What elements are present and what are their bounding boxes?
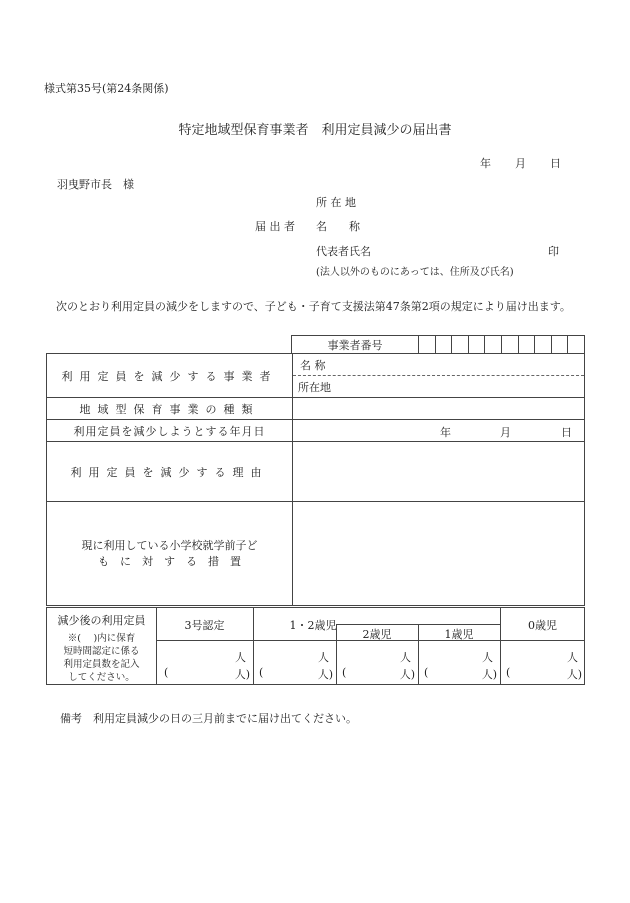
capacity-note-line4: してください。 <box>68 672 135 683</box>
reduction-date-day: 日 <box>561 426 572 439</box>
capacity-paren-open: ( <box>342 666 347 679</box>
capacity-paren-close: 人) <box>317 668 333 681</box>
capacity-paren-close: 人) <box>481 668 497 681</box>
body-text: 次のとおり利用定員の減少をしますので、子ども・子育て支援法第47条第2項の規定により届け出ます。 <box>56 300 571 313</box>
capacity-paren-open: ( <box>259 666 264 679</box>
page-title: 特定地域型保育事業者 利用定員減少の届出書 <box>178 123 452 138</box>
applicant-note: (法人以外のものにあっては、住所及び氏名) <box>316 267 514 278</box>
reduction-date-cell[interactable] <box>293 420 585 442</box>
seal-mark: 印 <box>548 245 559 258</box>
type-value-cell[interactable] <box>293 398 585 420</box>
business-number-digit[interactable] <box>485 336 502 354</box>
col-header-1: 1歳児 <box>444 628 474 641</box>
measures-label-line1: 現に利用している小学校就学前子ど <box>81 538 258 552</box>
capacity-paren-open: ( <box>506 666 511 679</box>
reduction-date-year: 年 <box>440 426 451 439</box>
reason-value-cell[interactable] <box>293 442 585 502</box>
applicant-address-label: 所 在 地 <box>316 196 356 209</box>
business-number-digit[interactable] <box>419 336 436 354</box>
capacity-unit: 人 <box>567 651 578 664</box>
date-label: 利用定員を減少しようとする年月日 <box>47 420 293 442</box>
type-label: 地域型保育事業の種類 <box>47 398 293 420</box>
applicant-label: 届 出 者 <box>255 220 295 233</box>
measures-label-cell <box>47 502 293 606</box>
capacity-cell-2[interactable] <box>337 641 418 685</box>
col-header-2: 2歳児 <box>362 628 392 641</box>
form-number: 様式第35号(第24条関係) <box>44 82 169 95</box>
business-number-digit[interactable] <box>501 336 518 354</box>
capacity-cell-3go[interactable] <box>156 641 253 685</box>
applicant-name-label: 名 称 <box>316 220 360 233</box>
capacity-paren-open: ( <box>164 666 169 679</box>
main-table <box>46 353 585 606</box>
addressee: 羽曳野市長 様 <box>57 178 134 191</box>
capacity-unit: 人 <box>400 651 411 664</box>
business-address-label: 所在地 <box>298 380 331 394</box>
business-number-digit[interactable] <box>518 336 535 354</box>
capacity-cell-1-2[interactable] <box>254 641 336 685</box>
date-year-label: 年 <box>480 157 491 170</box>
capacity-block <box>46 607 585 685</box>
business-number-digit[interactable] <box>435 336 452 354</box>
measures-value-cell[interactable] <box>293 502 585 606</box>
applicant-rep-label: 代表者氏名 <box>316 245 371 258</box>
capacity-paren-close: 人) <box>234 668 250 681</box>
capacity-paren-close: 人) <box>399 668 415 681</box>
capacity-cell-0[interactable] <box>501 641 585 685</box>
business-number-digit[interactable] <box>568 336 585 354</box>
business-number-digit[interactable] <box>452 336 469 354</box>
reduction-date-month: 月 <box>500 426 511 439</box>
capacity-paren-close: 人) <box>566 668 582 681</box>
business-name-cell[interactable] <box>293 354 585 376</box>
capacity-unit: 人 <box>235 651 246 664</box>
business-number-table <box>291 335 585 354</box>
business-address-cell[interactable] <box>293 376 585 398</box>
capacity-unit: 人 <box>318 651 329 664</box>
remarks: 備考 利用定員減少の日の三月前までに届け出てください。 <box>60 712 357 725</box>
business-number-digit[interactable] <box>551 336 568 354</box>
business-number-digit[interactable] <box>535 336 552 354</box>
col-header-0: 0歳児 <box>528 619 557 632</box>
col-header-1-2: 1・2歳児 <box>289 619 337 632</box>
business-number-digit[interactable] <box>468 336 485 354</box>
capacity-note-line2: 短時間認定に係る <box>63 646 140 657</box>
date-day-label: 日 <box>550 157 561 170</box>
capacity-unit: 人 <box>482 651 493 664</box>
business-number-label: 事業者番号 <box>292 336 419 354</box>
capacity-note-line3: 利用定員数を記入 <box>63 659 140 670</box>
capacity-cell-1[interactable] <box>419 641 500 685</box>
business-name-label: 名 称 <box>300 358 326 372</box>
capacity-paren-open: ( <box>424 666 429 679</box>
capacity-note-line1: ※( )内に保育 <box>67 633 136 644</box>
reason-label: 利用定員を減少する理由 <box>47 442 293 502</box>
measures-label-line2: も に 対 す る 措 置 <box>98 554 241 568</box>
business-label: 利用定員を減少する事業者 <box>47 354 293 398</box>
date-month-label: 月 <box>515 157 526 170</box>
col-header-3go: 3号認定 <box>184 619 225 632</box>
capacity-label: 減少後の利用定員 <box>57 614 146 627</box>
